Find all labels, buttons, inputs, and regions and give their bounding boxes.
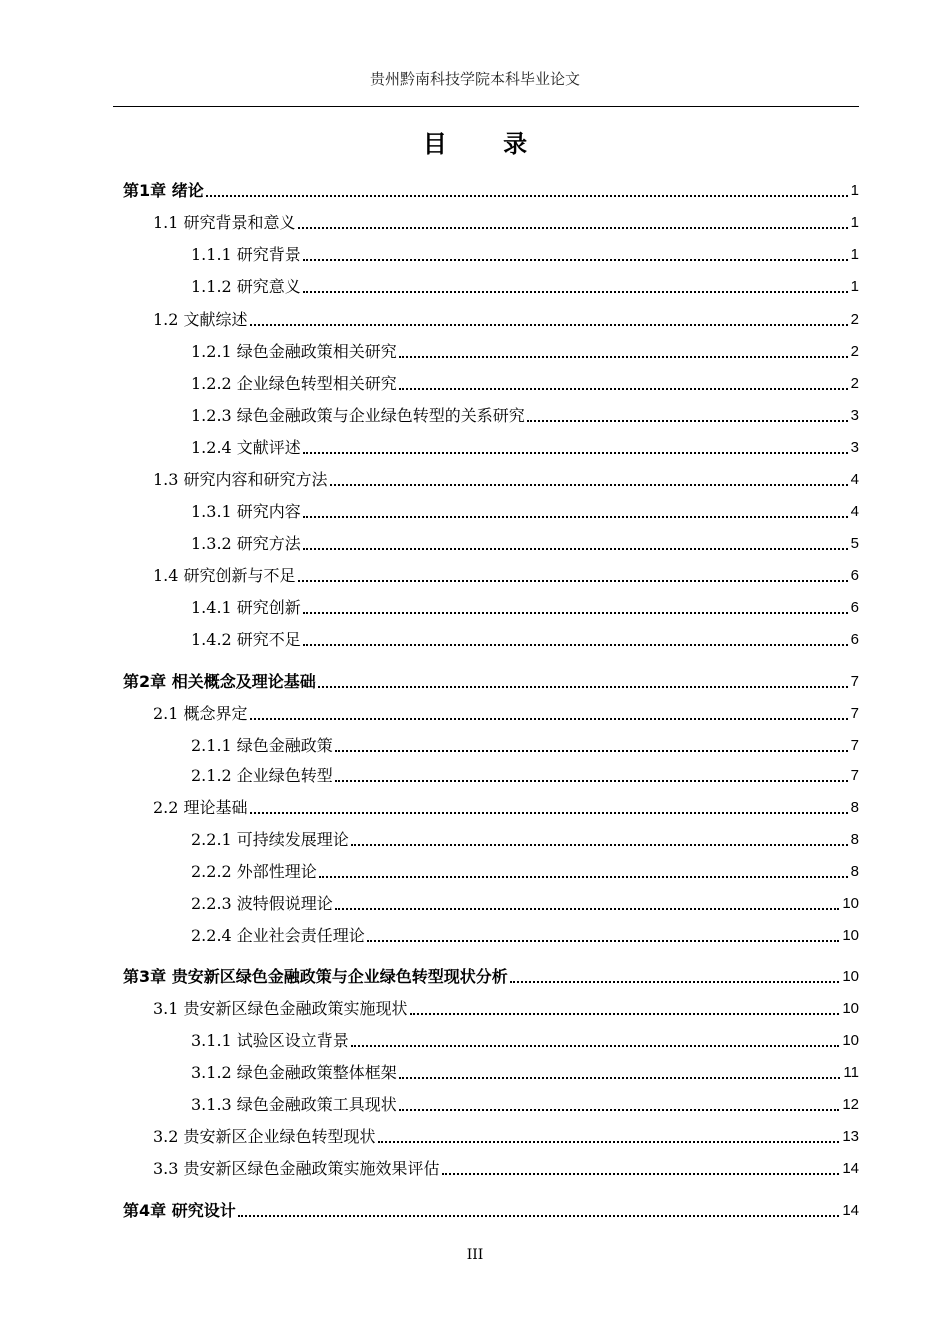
toc-chapter-entry[interactable] <box>123 1197 859 1221</box>
toc-entry-label: 3.1.1 试验区设立背景 <box>191 1031 349 1050</box>
dot-leader <box>335 750 848 752</box>
dot-leader <box>335 908 840 910</box>
toc-subsection-entry[interactable] <box>191 273 859 297</box>
dot-leader <box>206 195 848 197</box>
toc-entry-label: 2.2.3 波特假说理论 <box>191 894 333 913</box>
dot-leader <box>303 452 848 454</box>
toc-entry-label: 1.3 研究内容和研究方法 <box>153 470 328 489</box>
toc-subsection-entry[interactable] <box>191 826 859 850</box>
toc-entry-page: 1 <box>850 182 859 199</box>
toc-entry-label: 第1章 绪论 <box>123 181 204 200</box>
toc-section-entry[interactable] <box>153 1155 859 1179</box>
toc-subsection-entry[interactable] <box>191 370 859 394</box>
toc-entry-page: 2 <box>850 311 859 328</box>
toc-subsection-entry[interactable] <box>191 626 859 650</box>
toc-entry-label: 1.2.2 企业绿色转型相关研究 <box>191 374 397 393</box>
toc-entry-page: 10 <box>842 895 859 912</box>
toc-section-entry[interactable] <box>153 995 859 1019</box>
toc-subsection-entry[interactable] <box>191 762 859 786</box>
dot-leader <box>399 1109 840 1111</box>
toc-entry-label: 2.2.2 外部性理论 <box>191 862 317 881</box>
toc-entry-page: 3 <box>850 439 859 456</box>
toc-chapter-entry[interactable] <box>123 668 859 692</box>
toc-entry-label: 2.1 概念界定 <box>153 704 248 723</box>
dot-leader <box>335 780 848 782</box>
toc-entry-label: 1.4 研究创新与不足 <box>153 566 296 585</box>
dot-leader <box>319 876 848 878</box>
dot-leader <box>250 718 848 720</box>
toc-subsection-entry[interactable] <box>191 858 859 882</box>
toc-entry-label: 1.1 研究背景和意义 <box>153 213 296 232</box>
toc-entry-label: 1.1.1 研究背景 <box>191 245 301 264</box>
toc-entry-label: 3.2 贵安新区企业绿色转型现状 <box>153 1127 376 1146</box>
dot-leader <box>442 1173 840 1175</box>
dot-leader <box>330 484 848 486</box>
toc-subsection-entry[interactable] <box>191 922 859 946</box>
dot-leader <box>303 516 848 518</box>
toc-entry-label: 1.3.1 研究内容 <box>191 502 301 521</box>
toc-entry-page: 2 <box>850 343 859 360</box>
toc-entry-page: 10 <box>842 1032 859 1049</box>
toc-subsection-entry[interactable] <box>191 338 859 362</box>
dot-leader <box>378 1141 840 1143</box>
dot-leader <box>303 644 848 646</box>
toc-section-entry[interactable] <box>153 466 859 490</box>
toc-entry-page: 6 <box>850 631 859 648</box>
toc-entry-label: 1.4.2 研究不足 <box>191 630 301 649</box>
dot-leader <box>527 420 848 422</box>
toc-entry-label: 1.2.4 文献评述 <box>191 438 301 457</box>
toc-entry-page: 5 <box>850 535 859 552</box>
toc-chapter-entry[interactable] <box>123 177 859 201</box>
toc-section-entry[interactable] <box>153 1123 859 1147</box>
toc-entry-label: 第2章 相关概念及理论基础 <box>123 672 316 691</box>
toc-entry-label: 1.2.1 绿色金融政策相关研究 <box>191 342 397 361</box>
toc-entry-label: 1.2.3 绿色金融政策与企业绿色转型的关系研究 <box>191 406 525 425</box>
toc-entry-label: 1.3.2 研究方法 <box>191 534 301 553</box>
toc-entry-page: 8 <box>850 831 859 848</box>
toc-subsection-entry[interactable] <box>191 402 859 426</box>
toc-entry-page: 7 <box>850 737 859 754</box>
toc-entry-label: 3.1 贵安新区绿色金融政策实施现状 <box>153 999 408 1018</box>
toc-entry-label: 3.1.3 绿色金融政策工具现状 <box>191 1095 397 1114</box>
dot-leader <box>250 812 848 814</box>
dot-leader <box>298 580 848 582</box>
dot-leader <box>351 844 848 846</box>
toc-entry-label: 1.4.1 研究创新 <box>191 598 301 617</box>
toc-entry-label: 2.2.4 企业社会责任理论 <box>191 926 365 945</box>
toc-subsection-entry[interactable] <box>191 1091 859 1115</box>
toc-subsection-entry[interactable] <box>191 241 859 265</box>
toc-entry-page: 7 <box>850 705 859 722</box>
dot-leader <box>298 227 848 229</box>
toc-entry-label: 3.1.2 绿色金融政策整体框架 <box>191 1063 397 1082</box>
toc-subsection-entry[interactable] <box>191 1027 859 1051</box>
toc-subsection-entry[interactable] <box>191 594 859 618</box>
dot-leader <box>303 291 848 293</box>
toc-section-entry[interactable] <box>153 306 859 330</box>
toc-entry-page: 4 <box>850 471 859 488</box>
dot-leader <box>399 356 848 358</box>
toc-subsection-entry[interactable] <box>191 1059 859 1083</box>
toc-entry-page: 1 <box>850 246 859 263</box>
dot-leader <box>238 1215 840 1217</box>
toc-entry-page: 3 <box>850 407 859 424</box>
toc-entry-page: 6 <box>850 567 859 584</box>
toc-entry-label: 1.1.2 研究意义 <box>191 277 301 296</box>
dot-leader <box>399 1077 841 1079</box>
toc-entry-page: 12 <box>842 1096 859 1113</box>
toc-title: 目 录 <box>422 130 552 158</box>
toc-entry-page: 7 <box>850 767 859 784</box>
toc-entry-label: 3.3 贵安新区绿色金融政策实施效果评估 <box>153 1159 440 1178</box>
toc-entry-page: 1 <box>850 214 859 231</box>
toc-entry-page: 4 <box>850 503 859 520</box>
dot-leader <box>250 324 848 326</box>
toc-entry-page: 1 <box>850 278 859 295</box>
toc-entry-label: 2.1.1 绿色金融政策 <box>191 736 333 755</box>
dot-leader <box>303 259 848 261</box>
toc-subsection-entry[interactable] <box>191 890 859 914</box>
toc-section-entry[interactable] <box>153 209 859 233</box>
toc-subsection-entry[interactable] <box>191 530 859 554</box>
dot-leader <box>303 548 848 550</box>
toc-entry-page: 8 <box>850 799 859 816</box>
toc-subsection-entry[interactable] <box>191 732 859 756</box>
toc-entry-label: 第3章 贵安新区绿色金融政策与企业绿色转型现状分析 <box>123 967 508 986</box>
toc-entry-page: 14 <box>842 1160 859 1177</box>
toc-entry-label: 2.1.2 企业绿色转型 <box>191 766 333 785</box>
dot-leader <box>351 1045 840 1047</box>
toc-entry-page: 8 <box>850 863 859 880</box>
toc-entry-page: 7 <box>850 673 859 690</box>
toc-entry-label: 2.2 理论基础 <box>153 798 248 817</box>
dot-leader <box>510 981 840 983</box>
toc-entry-page: 6 <box>850 599 859 616</box>
dot-leader <box>318 686 848 688</box>
toc-entry-page: 10 <box>842 1000 859 1017</box>
toc-entry-page: 13 <box>842 1128 859 1145</box>
toc-entry-page: 10 <box>842 927 859 944</box>
running-header: 贵州黔南科技学院本科毕业论文 <box>369 70 580 88</box>
toc-subsection-entry[interactable] <box>191 434 859 458</box>
toc-entry-page: 11 <box>843 1064 859 1081</box>
toc-entry-page: 14 <box>842 1202 859 1219</box>
dot-leader <box>399 388 848 390</box>
toc-section-entry[interactable] <box>153 700 859 724</box>
toc-entry-label: 第4章 研究设计 <box>123 1201 236 1220</box>
toc-entry-page: 10 <box>842 968 859 985</box>
toc-entry-page: 2 <box>850 375 859 392</box>
toc-subsection-entry[interactable] <box>191 498 859 522</box>
toc-entry-label: 2.2.1 可持续发展理论 <box>191 830 349 849</box>
toc-chapter-entry[interactable] <box>123 963 859 987</box>
toc-section-entry[interactable] <box>153 794 859 818</box>
toc-section-entry[interactable] <box>153 562 859 586</box>
dot-leader <box>367 940 840 942</box>
dot-leader <box>410 1013 840 1015</box>
toc-entry-label: 1.2 文献综述 <box>153 310 248 329</box>
page-number: III <box>466 1247 484 1263</box>
dot-leader <box>303 612 848 614</box>
